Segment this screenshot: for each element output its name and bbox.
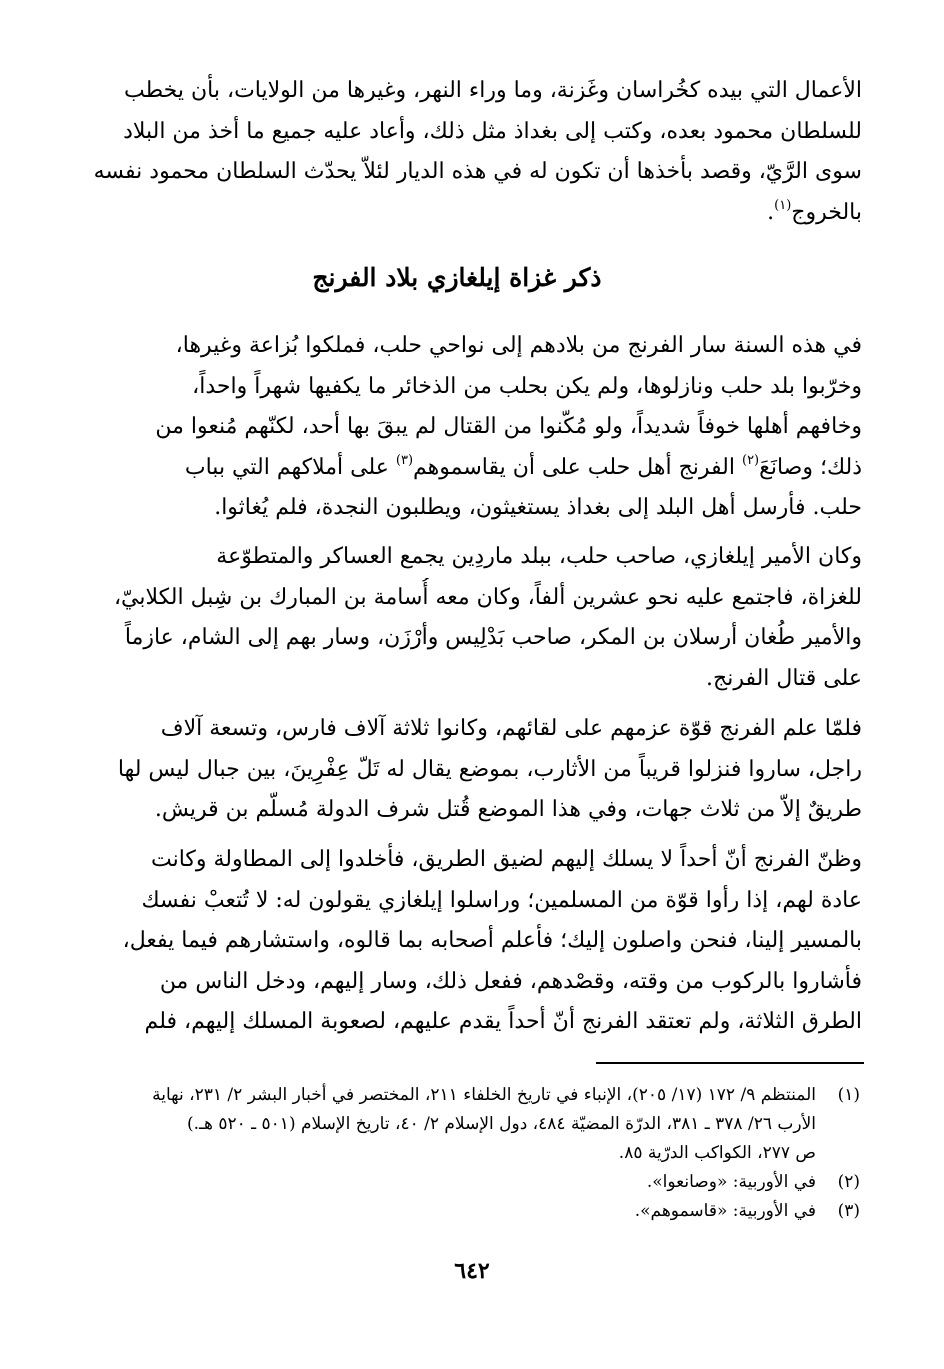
text-line: في الأوربية: «قاسموهم». — [634, 1201, 816, 1221]
text-line: ص ٢٧٧، الكواكب الدرّية ٨٥. — [618, 1143, 816, 1163]
text-line: الأعمال التي بيده كخُراسان وغَزنة، وما وراء النهر، وغيرها من الولايات، بأن يخطب — [124, 78, 862, 103]
text-line: المنتظم ٩/ ١٧٢ (١٧/ ٢٠٥)، الإنباء في تاريخ الخلفاء ٢١١، المختصر في أخبار البشر ٢/ ٢٣١، نهاية — [152, 1085, 816, 1105]
footnote-number: (٢) — [837, 1172, 860, 1192]
text-line: للسلطان محمود بعده، وكتب إلى بغداذ مثل ذلك، وأعاد عليه جميع ما أخذ من البلاد — [123, 118, 862, 144]
footnote-1 — [68, 1081, 860, 1168]
text-line: وظنّ الفرنج أنّ أحداً لا يسلك إليهم لضيق الطريق، فأخلدوا إلى المطاولة وكانت — [150, 847, 862, 872]
footnote-separator — [596, 1062, 864, 1064]
section-heading: ذكر غزاة إيلغازي بلاد الفرنج — [312, 263, 602, 292]
text-line: وخافهم أهلها خوفاً شديداً، ولو مُكّنوا من القتال لم يبقَ بها أحد، لكنّهم مُنعوا من — [155, 414, 862, 439]
page-number: ٦٤٢ — [454, 1258, 490, 1284]
text-line: سوى الرَّيّ، وقصد بأخذها أن تكون له في هذه الديار لئلاّ يحدّث السلطان محمود نفسه — [93, 159, 862, 184]
text-line: في الأوربية: «وصانعوا». — [646, 1172, 816, 1192]
text-segment: الفرنج أهل حلب على أن يقاسموهم — [413, 454, 735, 480]
text-line — [52, 448, 862, 489]
text-segment: على أملاكهم التي بباب — [184, 454, 389, 480]
text-line: راجل، ساروا فنزلوا قريباً من الأثارب، بموضع يقال له تَلّ عِفْرِينَ، بين جبال ليس لها — [117, 756, 862, 782]
text-line: عادة لهم، إذا رأوا قوّة من المسلمين؛ وراسلوا إيلغازي يقولون له: لا تُتعبْ نفسك — [141, 887, 862, 913]
text-line: وكان الأمير إيلغازي، صاحب حلب، ببلد ماردِين يجمع العساكر والمتطوّعة — [216, 544, 862, 569]
text-line: طريقٌ إلاّ من ثلاث جهات، وفي هذا الموضع قُتل شرف الدولة مُسلّم بن قريش. — [154, 797, 862, 822]
text-line: الطرق الثلاثة، ولم تعتقد الفرنج أنّ أحداً يقدم عليهم، لصعوبة المسلك إليهم، فلم — [144, 1009, 862, 1034]
text-line: بالمسير إلينا، فنحن واصلون إليك؛ فأعلم أصحابه بما قالوه، واستشارهم فيما يفعل، — [122, 928, 862, 953]
footnote-ref-3: (٣) — [395, 452, 414, 468]
footnote-ref-1: (١) — [774, 197, 792, 213]
text-line: فلمّا علم الفرنج قوّة عزمهم على لقائهم، وكانوا ثلاثة آلاف فارس، وتسعة آلاف — [160, 716, 862, 741]
text-segment: ذلك؛ وصانَعَ — [759, 454, 862, 480]
footnote-text — [68, 1168, 816, 1197]
paragraph-5 — [52, 840, 862, 1043]
paragraph-3 — [52, 537, 862, 699]
text-line: وخرّبوا بلد حلب ونازلوها، ولم يكن بحلب من الذخائر ما يكفيها شهراً واحداً، — [192, 373, 862, 399]
footnote-2 — [68, 1168, 860, 1197]
text-line: الأرب ٢٦/ ٣٧٨ ـ ٣٨١، الدرّة المضيّة ٤٨٤، دول الإسلام ٢/ ٤٠، تاريخ الإسلام (٥٠١ ـ ٥٢٠ هـ.) — [186, 1114, 816, 1134]
paragraph-4 — [52, 709, 862, 831]
footnote-3 — [68, 1197, 860, 1226]
text-line: للغزاة، فاجتمع عليه نحو عشرين ألفاً، وكان معه أُسامة بن المبارك بن شِبل الكلابيّ، — [113, 584, 862, 610]
text-line: فأشاروا بالركوب من وقته، وقصْدهم، ففعل ذلك، وسار إليهم، ودخل الناس من — [159, 968, 862, 994]
text-segment: . — [767, 199, 775, 225]
footnotes — [68, 1081, 860, 1226]
text-line: في هذه السنة سار الفرنج من بلادهم إلى نواحي حلب، فملكوا بُزاعة وغيرها، — [175, 333, 862, 358]
footnote-number: (١) — [837, 1085, 860, 1105]
paragraph-1 — [52, 71, 862, 233]
text-segment: بالخروج — [791, 199, 862, 225]
footnote-ref-2: (٢) — [741, 452, 760, 468]
text-line — [52, 193, 862, 234]
text-line: حلب. فأرسل أهل البلد إلى بغداذ يستغيثون، ويطلبون النجدة، فلم يُغاثوا. — [214, 495, 862, 520]
paragraph-2 — [52, 326, 862, 529]
footnote-text — [68, 1081, 816, 1168]
text-line: على قتال الفرنج. — [706, 665, 862, 691]
footnote-text — [68, 1197, 816, 1226]
text-line: والأمير طُغان أرسلان بن المكر، صاحب بَدْلِيس وأرْزَن، وسار بهم إلى الشام، عازماً — [124, 625, 862, 650]
footnote-number: (٣) — [837, 1201, 860, 1221]
